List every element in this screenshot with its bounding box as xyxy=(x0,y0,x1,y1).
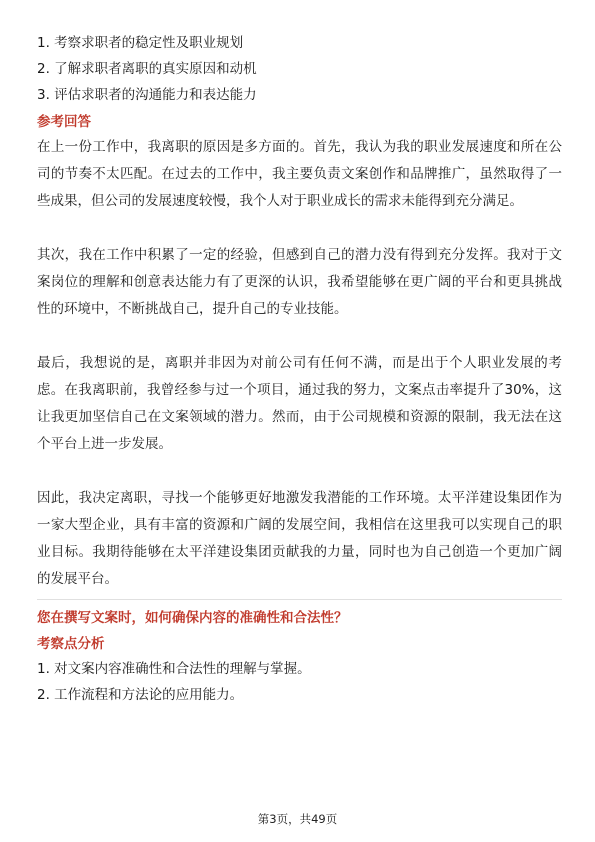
analysis-heading: 考察点分析 xyxy=(37,636,105,652)
analysis-list xyxy=(37,656,562,708)
section-divider xyxy=(37,599,562,600)
next-question: 您在撰写文案时，如何确保内容的准确性和合法性？ xyxy=(37,610,348,626)
answer-paragraph-3: 最后，我想说的是，离职并非因为对前公司有任何不满，而是出于个人职业发展的考虑。在我离职前，我曾经参与过一个项目，通过我的努力，文案点击率提升了30%，这让我更加坚信自己在文案领域的潜力。然而，由于公司规模和资源的限制，我无法在这个平台上进一步发展。 xyxy=(37,355,562,452)
answer-heading: 参考回答 xyxy=(37,114,91,130)
list-item: 1. 考察求职者的稳定性及职业规划 xyxy=(37,35,244,51)
list-item: 3. 评估求职者的沟通能力和表达能力 xyxy=(37,87,257,103)
answer-paragraph-1: 在上一份工作中，我离职的原因是多方面的。首先，我认为我的职业发展速度和所在公司的节奏不太匹配。在过去的工作中，我主要负责文案创作和品牌推广，虽然取得了一些成果，但公司的发展速度较慢，我个人对于职业成长的需求未能得到充分满足。 xyxy=(37,139,562,209)
paragraph-gap xyxy=(37,323,562,350)
intro-list xyxy=(37,30,562,108)
list-item: 1. 对文案内容准确性和合法性的理解与掌握。 xyxy=(37,661,311,677)
list-item: 2. 工作流程和方法论的应用能力。 xyxy=(37,687,244,703)
paragraph-gap xyxy=(37,458,562,485)
page-content xyxy=(37,30,562,708)
list-item: 2. 了解求职者离职的真实原因和动机 xyxy=(37,61,257,77)
page-footer: 第3页，共49页 xyxy=(257,812,338,826)
answer-paragraph-4: 因此，我决定离职，寻找一个能够更好地激发我潜能的工作环境。太平洋建设集团作为一家大型企业，具有丰富的资源和广阔的发展空间，我相信在这里我可以实现自己的职业目标。我期待能够在太平洋建设集团贡献我的力量，同时也为自己创造一个更加广阔的发展平台。 xyxy=(37,490,562,587)
answer-paragraph-2: 其次，我在工作中积累了一定的经验，但感到自己的潜力没有得到充分发挥。我对于文案岗位的理解和创意表达能力有了更深的认识，我希望能够在更广阔的平台和更具挑战性的环境中，不断挑战自己，提升自己的专业技能。 xyxy=(37,247,562,317)
paragraph-gap xyxy=(37,215,562,242)
